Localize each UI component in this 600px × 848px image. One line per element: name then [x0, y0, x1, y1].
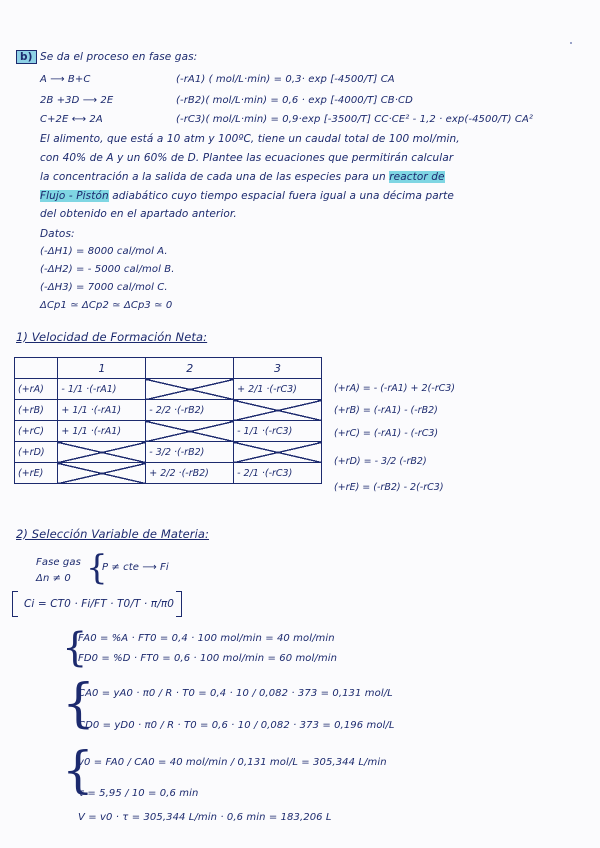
pressure-condition: P ≠ cte ⟶ Fi: [102, 562, 169, 573]
column-header-2: 2: [146, 358, 234, 379]
paragraph-line-4: [40, 190, 454, 202]
conc-cd0: CD0 = yD0 · π0 / R · T0 = 0,6 · 10 / 0,082 · 373 = 0,196 mol/L: [78, 720, 395, 731]
table-row-rA: [15, 379, 322, 400]
paragraph-line-2: con 40% de A y un 60% de D. Plantee las ecuaciones que permitirán calcular: [40, 152, 454, 164]
delta-n-label: Δn ≠ 0: [36, 573, 71, 584]
net-rate-rB: (+rB) = (-rA1) - (-rB2): [334, 405, 438, 416]
problem-tag: b): [16, 50, 37, 64]
reaction-2-equation: 2B +3D ⟶ 2E: [40, 95, 114, 106]
dato-dh3: (-ΔH3) = 7000 cal/mol C.: [40, 282, 168, 293]
cell-rE-2: + 2/2 ·(-rB2): [146, 463, 234, 484]
reaction-3-rate: (-rC3)( mol/L·min) = 0,9·exp [-3500/T] CC·CE² - 1,2 · exp(-4500/T) CA²: [176, 114, 534, 125]
space-time-tau: τ = 5,95 / 10 = 0,6 min: [78, 788, 199, 799]
flow-fa0: FA0 = %A · FT0 = 0,4 · 100 mol/min = 40 mol/min: [78, 633, 335, 644]
cell-rC-3: - 1/1 ·(-rC3): [234, 421, 322, 442]
main-equation: Ci = CT0 · Fi/FT · T0/T · π/π0: [24, 598, 175, 610]
cell-rC-1: + 1/1 ·(-rA1): [58, 421, 146, 442]
cell-rB-3-crossed: [234, 400, 322, 421]
dato-dh2: (-ΔH2) = - 5000 cal/mol B.: [40, 264, 175, 275]
paper-dot: [570, 42, 572, 44]
highlight-flujo-piston: Flujo - Pistón: [40, 190, 109, 202]
cell-rC-2-crossed: [146, 421, 234, 442]
net-rate-rA: (+rA) = - (-rA1) + 2(-rC3): [334, 383, 455, 394]
cell-rE-1-crossed: [58, 463, 146, 484]
formation-rate-table: [14, 357, 322, 484]
cell-rB-1: + 1/1 ·(-rA1): [58, 400, 146, 421]
paragraph-line-1: El alimento, que está a 10 atm y 100ºC, tiene un caudal total de 100 mol/min,: [40, 133, 460, 145]
row-label-rB: (+rB): [15, 400, 58, 421]
cell-rD-1-crossed: [58, 442, 146, 463]
cell-rA-3: + 2/1 ·(-rC3): [234, 379, 322, 400]
flow-v0: v0 = FA0 / CA0 = 40 mol/min / 0,131 mol/L = 305,344 L/min: [78, 757, 387, 768]
column-header-3: 3: [234, 358, 322, 379]
brace-gas: {: [86, 548, 108, 588]
paragraph-line-3-text: la concentración a la salida de cada una de las especies para un: [40, 171, 386, 183]
reaction-1-rate: (-rA1) ( mol/L·min) = 0,3· exp [-4500/T] CA: [176, 74, 395, 85]
row-label-rD: (+rD): [15, 442, 58, 463]
table-row-rE: [15, 463, 322, 484]
cell-rB-2: - 2/2 ·(-rB2): [146, 400, 234, 421]
column-header-1: 1: [58, 358, 146, 379]
brace-concentrations: {: [62, 674, 96, 734]
highlight-reactor: reactor de: [389, 171, 445, 183]
row-label-rE: (+rE): [15, 463, 58, 484]
cell-rD-3-crossed: [234, 442, 322, 463]
reactor-volume: V = v0 · τ = 305,344 L/min · 0,6 min = 183,206 L: [78, 812, 332, 823]
table-corner-cell: [15, 358, 58, 379]
table-row-rD: [15, 442, 322, 463]
dato-dh1: (-ΔH1) = 8000 cal/mol A.: [40, 246, 168, 257]
datos-label: Datos:: [40, 228, 75, 240]
cell-rD-2: - 3/2 ·(-rB2): [146, 442, 234, 463]
conc-ca0: CA0 = yA0 · π0 / R · T0 = 0,4 · 10 / 0,082 · 373 = 0,131 mol/L: [78, 688, 393, 699]
problem-header: [16, 50, 197, 64]
paragraph-line-3: [40, 171, 445, 183]
table-row-rB: [15, 400, 322, 421]
net-rate-rD: (+rD) = - 3/2 (-rB2): [334, 456, 427, 467]
brace-residence: {: [62, 741, 94, 799]
table-row-rC: [15, 421, 322, 442]
reaction-1-equation: A ⟶ B+C: [40, 74, 91, 85]
cell-rE-3: - 2/1 ·(-rC3): [234, 463, 322, 484]
table-header-row: [15, 358, 322, 379]
section-1-title: 1) Velocidad de Formación Neta:: [16, 330, 208, 344]
cell-rA-1: - 1/1 ·(-rA1): [58, 379, 146, 400]
row-label-rC: (+rC): [15, 421, 58, 442]
paragraph-line-5: del obtenido en el apartado anterior.: [40, 208, 237, 220]
flow-fd0: FD0 = %D · FT0 = 0,6 · 100 mol/min = 60 mol/min: [78, 653, 338, 664]
reaction-2-rate: (-rB2)( mol/L·min) = 0,6 · exp [-4000/T] CB·CD: [176, 95, 413, 106]
row-label-rA: (+rA): [15, 379, 58, 400]
section-2-title: 2) Selección Variable de Materia:: [16, 527, 210, 541]
fase-gas-label: Fase gas: [36, 557, 81, 568]
problem-intro: Se da el proceso en fase gas:: [39, 51, 198, 63]
dato-dcp: ΔCp1 ≃ ΔCp2 ≃ ΔCp3 ≃ 0: [40, 300, 173, 311]
brace-flows: {: [62, 625, 88, 671]
reaction-3-equation: C+2E ⟷ 2A: [40, 114, 103, 125]
paragraph-line-4-text: adiabático cuyo tiempo espacial fuera igual a una décima parte: [112, 190, 454, 202]
cell-rA-2-crossed: [146, 379, 234, 400]
net-rate-rE: (+rE) = (-rB2) - 2(-rC3): [334, 482, 444, 493]
net-rate-rC: (+rC) = (-rA1) - (-rC3): [334, 428, 439, 439]
